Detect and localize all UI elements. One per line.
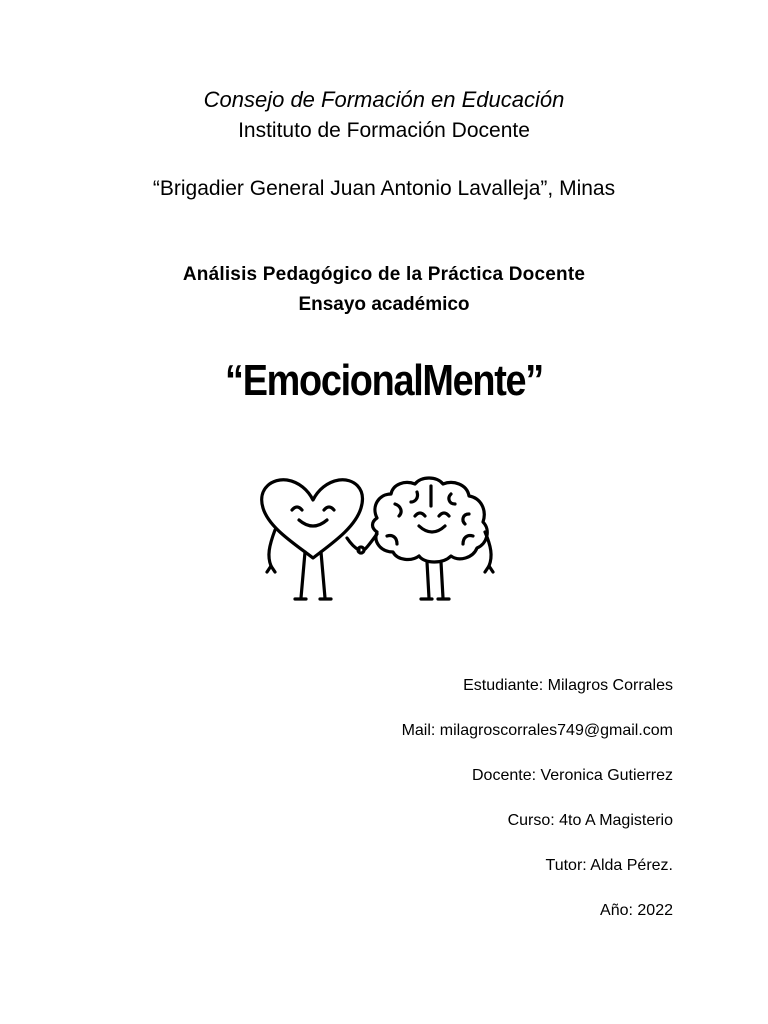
document-type: Ensayo académico	[298, 294, 470, 315]
council-name: Consejo de Formación en Educación	[203, 87, 565, 112]
smiling-heart-icon	[262, 480, 363, 599]
course-line: Curso: 4to A Magisterio	[507, 812, 673, 829]
mail-line: Mail: milagroscorrales749@gmail.com	[401, 722, 673, 739]
teacher-line: Docente: Veronica Gutierrez	[472, 767, 673, 784]
institute-name: Instituto de Formación Docente	[238, 119, 530, 142]
course-subject: Análisis Pedagógico de la Práctica Docente	[182, 264, 586, 285]
school-name: “Brigadier General Juan Antonio Lavalleja”, Minas	[152, 177, 616, 200]
smiling-brain-icon	[364, 478, 493, 599]
tutor-line: Tutor: Alda Pérez.	[545, 857, 673, 874]
heart-and-brain-illustration	[255, 470, 505, 610]
student-line: Estudiante: Milagros Corrales	[463, 677, 673, 694]
essay-title: “EmocionalMente”	[225, 356, 543, 405]
year-line: Año: 2022	[600, 902, 673, 919]
